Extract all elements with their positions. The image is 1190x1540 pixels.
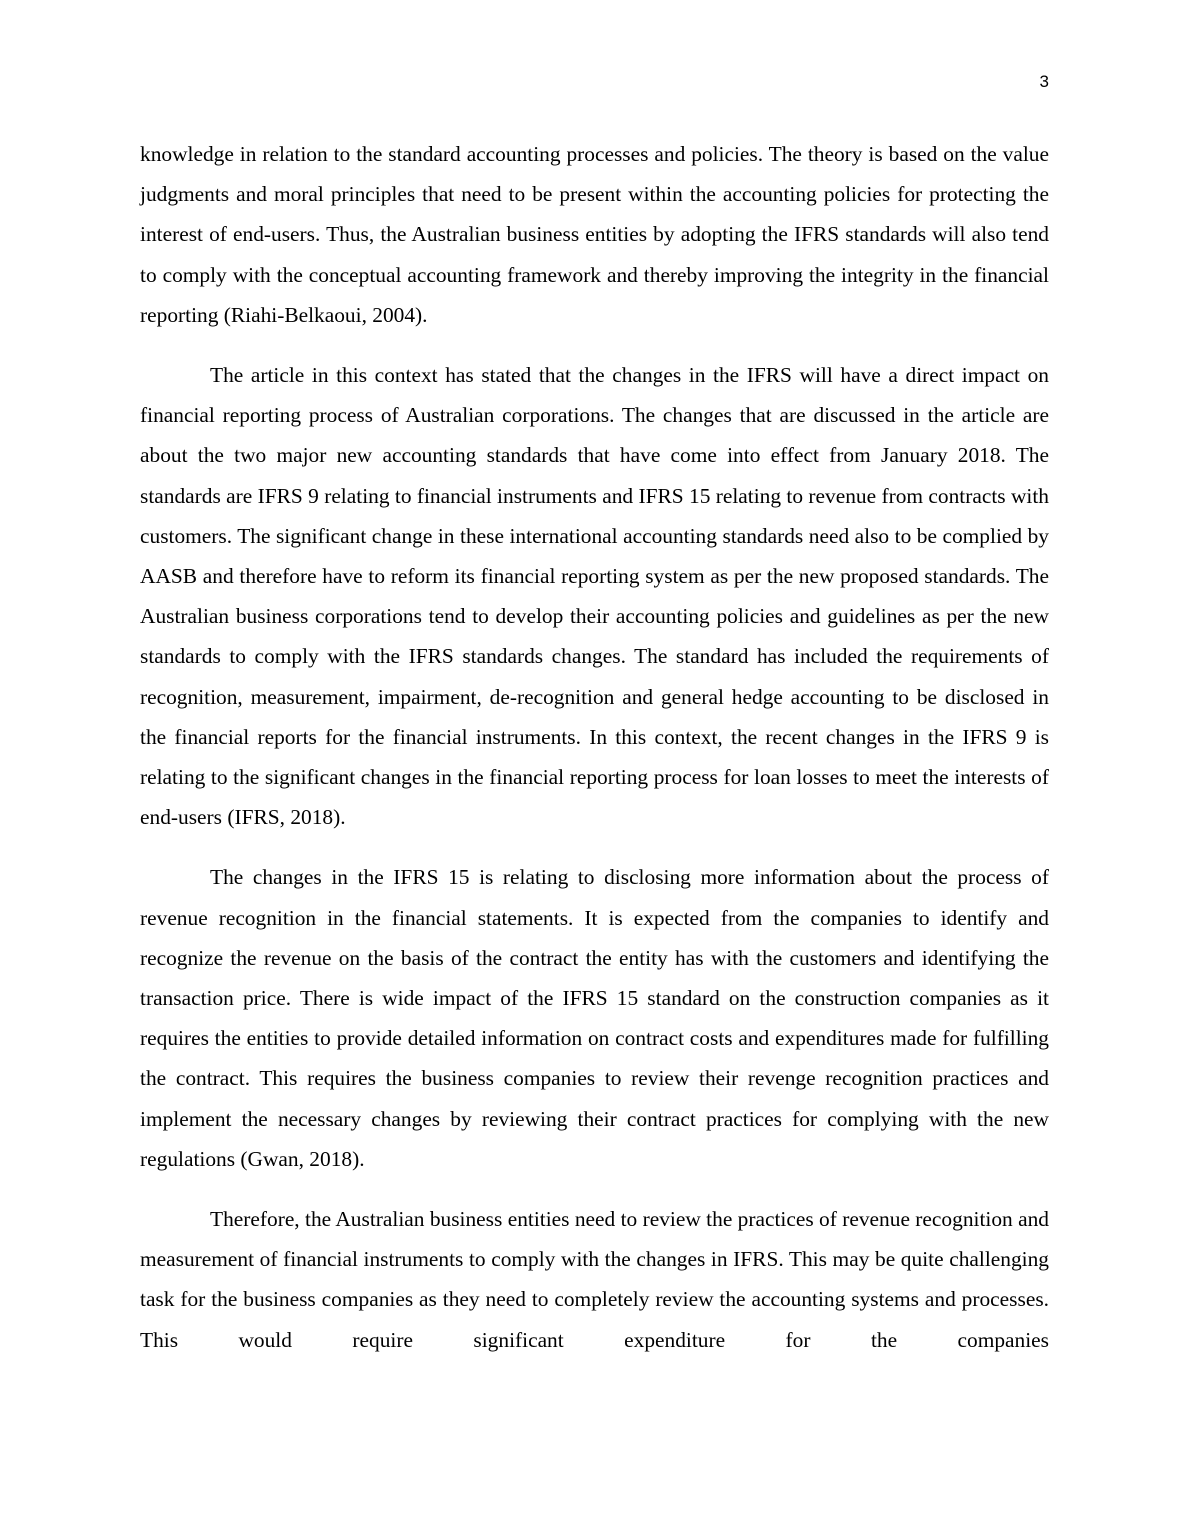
paragraph-continuation: knowledge in relation to the standard accounting processes and policies. The theory is based on the value judgments and moral principles that need to be present within the accounting policies for protecting the interest of end-users. Thus, the Australian business entities by adopting the IFRS standards will also tend to comply with the conceptual accounting framework and thereby improving the integrity in the financial reporting (Riahi-Belkaoui, 2004). [140,142,1049,327]
document-body [140,134,1049,1360]
page-number: 3 [1039,72,1049,91]
paragraph-conclusion: Therefore, the Australian business entities need to review the practices of revenue recognition and measurement of financial instruments to comply with the changes in IFRS. This may be quite challenging task for the business companies as they need to completely review the accounting systems and processes. This would require significant expenditure for the companies [140,1207,1049,1352]
paragraph-ifrs-15: The changes in the IFRS 15 is relating to disclosing more information about the process of revenue recognition in the financial statements. It is expected from the companies to identify and recognize the revenue on the basis of the contract the entity has with the customers and identifying the transaction price. There is wide impact of the IFRS 15 standard on the construction companies as it requires the entities to provide detailed information on contract costs and expenditures made for fulfilling the contract. This requires the business companies to review their revenge recognition practices and implement the necessary changes by reviewing their contract practices for complying with the new regulations (Gwan, 2018). [140,865,1049,1171]
paragraph-ifrs-changes: The article in this context has stated that the changes in the IFRS will have a direct impact on financial reporting process of Australian corporations. The changes that are discussed in the article are about the two major new accounting standards that have come into effect from January 2018. The standards are IFRS 9 relating to financial instruments and IFRS 15 relating to revenue from contracts with customers. The significant change in these international accounting standards need also to be complied by AASB and therefore have to reform its financial reporting system as per the new proposed standards. The Australian business corporations tend to develop their accounting policies and guidelines as per the new standards to comply with the IFRS standards changes. The standard has included the requirements of recognition, measurement, impairment, de-recognition and general hedge accounting to be disclosed in the financial reports for the financial instruments. In this context, the recent changes in the IFRS 9 is relating to the significant changes in the financial reporting process for loan losses to meet the interests of end-users (IFRS, 2018). [140,363,1049,830]
